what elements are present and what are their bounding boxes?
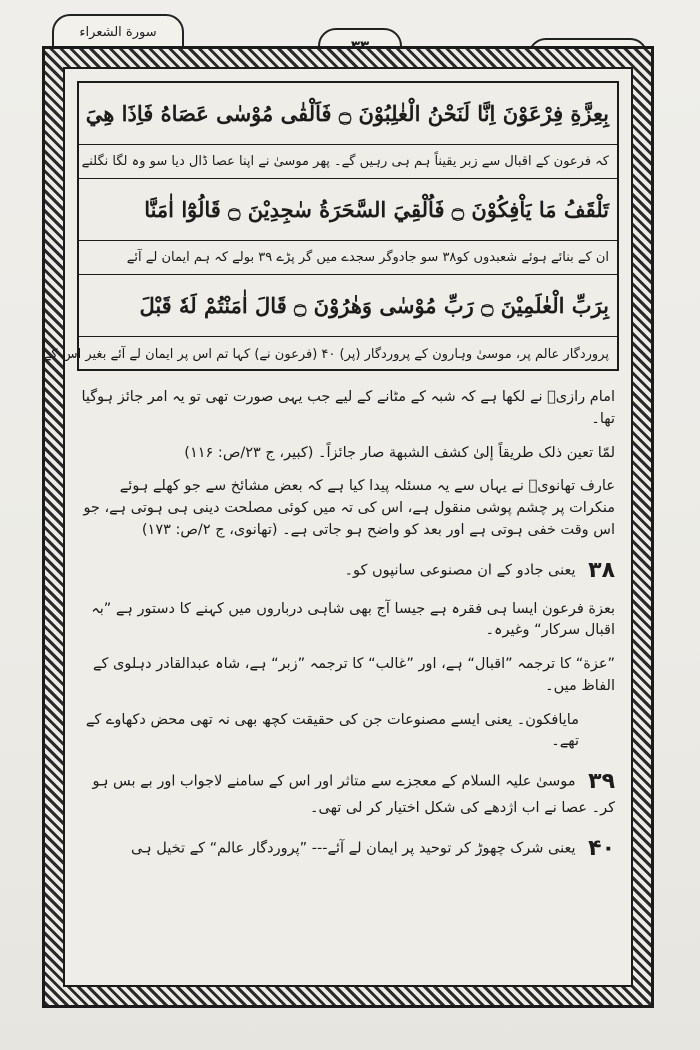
translation-row-1 (79, 145, 617, 179)
verse-row-3 (79, 275, 617, 337)
note-number: ۳۹ (588, 769, 615, 794)
arabic-verse: بِعِزَّةِ فِرْعَوْنَ اِنَّا لَنَحْنُ الْغٰلِبُوْنَ ۝ فَاَلْقٰى مُوْسٰى عَصَاهُ فَاِذَا هِيَ (85, 101, 609, 126)
page-content (43, 67, 633, 987)
note-paragraph: عارف تھانویؒ نے یہاں سے یہ مسئلہ پیدا کیا ہے کہ بعض مشائخ سے جو کھلے ہوئے منکرات پر چشم پوشی منقول ہے، اس کی تہ میں کوئی مصلحت دینی ہی ہوتی ہے، جو اس وقت خفی ہوتی ہے اور بعد کو واضح ہو جاتی ہے۔ (تھانوی، ج ۲/ص: ۱۷۳) (83, 478, 615, 538)
arabic-quote: لمّا تعین ذلک طریقاً إلیٰ کشف الشبهة صار جائزاً۔ (کبیر، ج ۲۳/ص: ۱۱۶) (184, 444, 615, 461)
commentary (81, 387, 615, 975)
note-text: یعنی جادو کے ان مصنوعی سانپوں کو۔ (344, 562, 576, 578)
note-paragraph: امام رازیؒ نے لکھا ہے کہ شبہ کے مٹانے کے لیے جب یہی صورت تھی تو یہ امر جائز ہوگیا تھا۔ (81, 389, 615, 427)
note-text: موسیٰ علیہ السلام کے معجزے سے متاثر اور اس کے سامنے لاجواب اور بے بس ہو کر۔ عصا نے اب اژدھے کی شکل اختیار کر لی تھی۔ (92, 773, 615, 816)
urdu-translation: کہ فرعون کے اقبال سے زبر یقیناً ہم ہی رہیں گے۔ پھر موسیٰ نے اپنا عصا ڈال دیا سو وہ لگا نگلنے (81, 154, 609, 169)
note-paragraph: مایافکون۔ یعنی ایسے مصنوعات جن کی حقیقت کچھ بھی نہ تھی محض دکھاوے کے تھے۔ (85, 711, 579, 750)
urdu-translation: پروردگار عالم پر، موسیٰ وہارون کے پروردگار (پر) ۴۰ (فرعون نے) کہا تم اس پر ایمان لے آئے بغیر اس کے (43, 346, 609, 362)
arabic-verse: بِرَبِّ الْعٰلَمِيْنَ ۝ رَبِّ مُوْسٰى وَهٰرُوْنَ ۝ قَالَ اٰمَنْتُمْ لَهٗ قَبْلَ (139, 293, 609, 318)
verse-row-1 (79, 83, 617, 145)
translation-row-3 (43, 337, 617, 371)
surah-title: سورة الشعراء (79, 24, 157, 40)
note-paragraph: ”عزة“ کا ترجمہ ”اقبال“ ہے، اور ”غالب“ کا ترجمہ ”زبر“ ہے، شاہ عبدالقادر دہلوی کے الفاظ میں۔ (93, 656, 615, 694)
arabic-verse: تَلْقَفُ مَا يَاْفِكُوْنَ ۝ فَاُلْقِيَ السَّحَرَةُ سٰجِدِيْنَ ۝ قَالُوْٓا اٰمَنَّا (144, 197, 609, 222)
note-text: یعنی شرک چھوڑ کر توحید پر ایمان لے آئے--- ”پروردگار عالم“ کے تخیل ہی (131, 840, 576, 857)
translation-row-2 (79, 241, 617, 275)
note-number: ۴۰ (588, 835, 615, 861)
urdu-translation: ان کے بنائے ہوئے شعبدوں کو۳۸ سو جادوگر سجدے میں گر پڑے ۳۹ بولے کہ ہم ایمان لے آئے (126, 250, 609, 265)
ornamental-border (42, 46, 654, 1008)
note-paragraph: بعزة فرعون ایسا ہی فقرہ ہے جیسا آج بھی شاہی درباروں میں کہنے کا دستور ہے ”بہ اقبال سرکار“ وغیرہ۔ (91, 600, 615, 639)
surah-header-cartouche (52, 14, 184, 50)
verse-row-2 (79, 179, 617, 241)
note-number: ۳۸ (588, 557, 615, 583)
verse-table (43, 81, 619, 371)
